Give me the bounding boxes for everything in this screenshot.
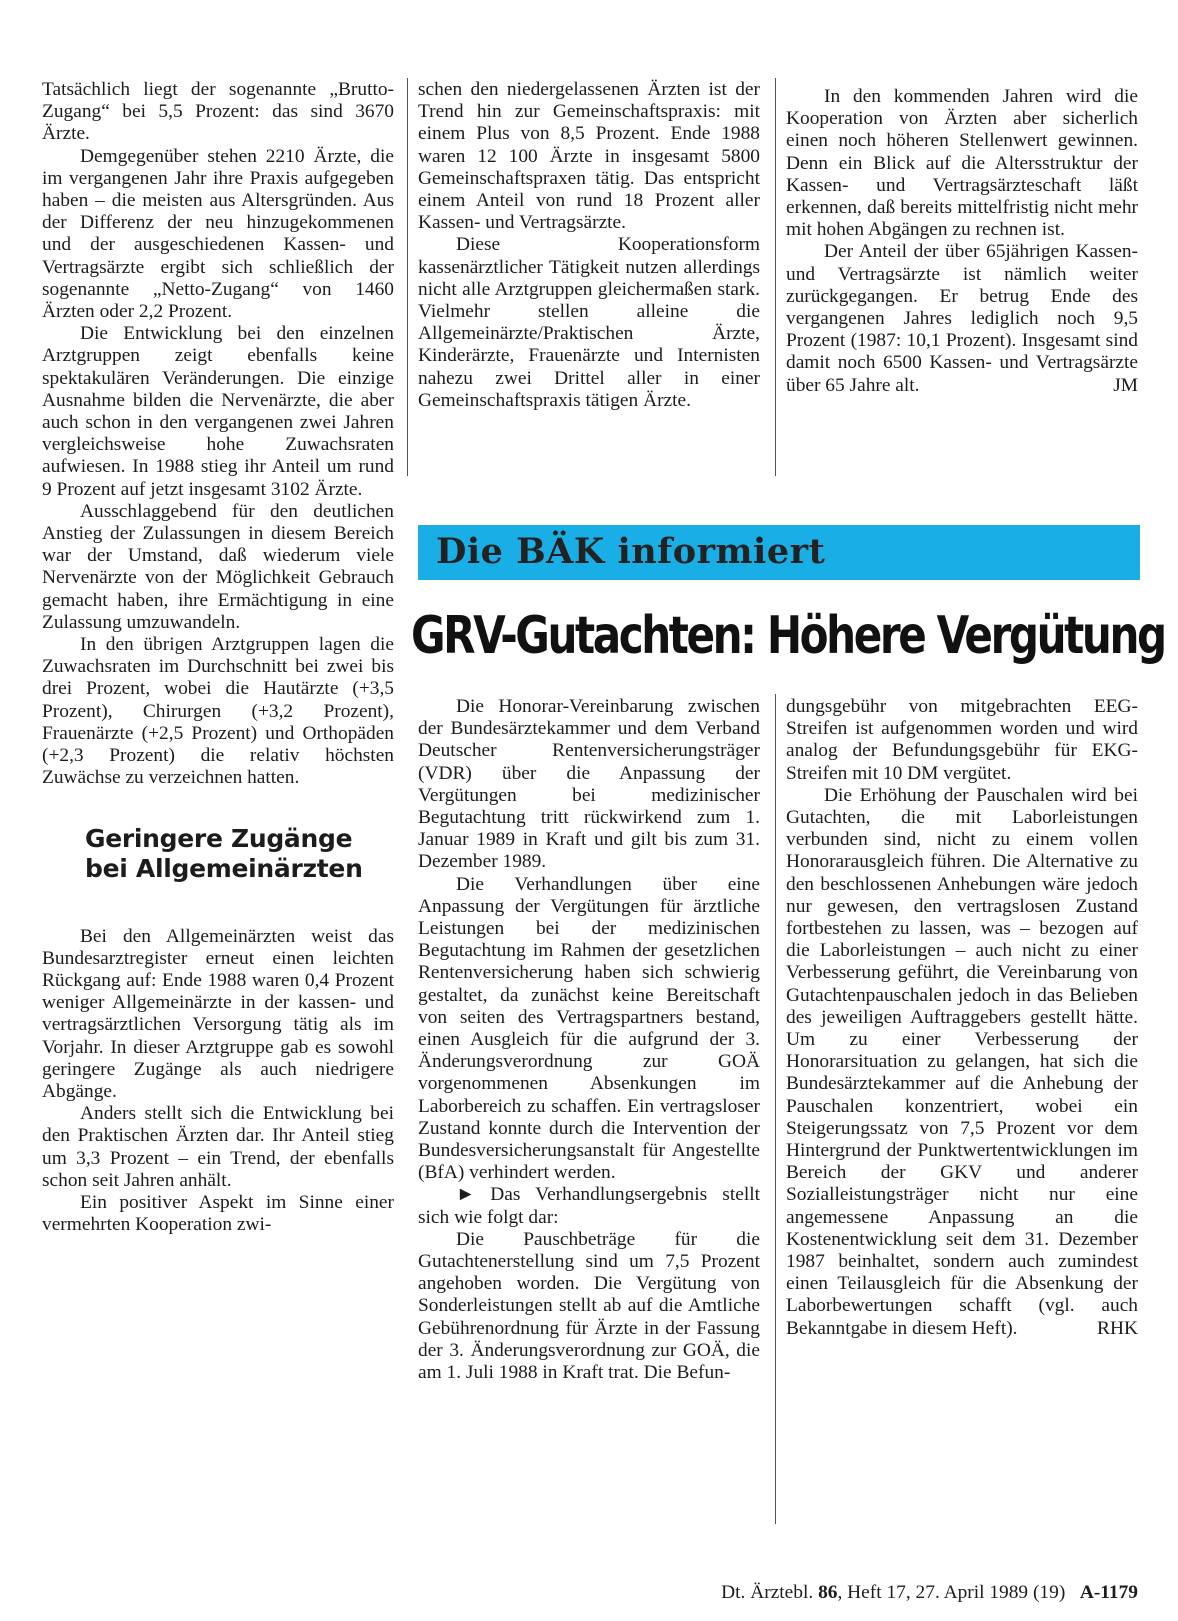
paragraph: Demgegenüber stehen 2210 Ärzte, die im vergangenen Jahr ihre Praxis aufgegeben haben – die meisten aus Altersgründen. Aus der Differenz der neu hinzugekommenen und der ausgeschiedenen Kassen- und Vertragsärzte ergibt sich schließlich der sogenannte „Netto-Zugang“ von 1460 Ärzten oder 2,2 Prozent.: [42, 145, 394, 323]
section-banner: [418, 525, 1140, 580]
paragraph: Die Verhandlungen über eine Anpassung der Vergütungen für ärztliche Leistungen bei der medizinischen Begutachtung im Rahmen der gesetzlichen Rentenversicherung haben sich schwierig gestaltet, da zunächst keine Bereitschaft von seiten des Vertragspartners bestand, einen Ausgleich für die aufgrund der 3. Änderungsverordnung zur GOÄ vorgenommenen Absenkungen im Laborbereich zu schaffen. Ein vertragsloser Zustand konnte durch die Intervention der Bundesversicherungsanstalt für Angestellte (BfA) verhindert werden.: [418, 873, 760, 1184]
paragraph: Die Entwicklung bei den einzelnen Arztgruppen zeigt ebenfalls keine spektakulären Veränderungen. Die einzige Ausnahme bilden die Nervenärzte, die aber auch schon in den vergangenen zwei Jahren vergleichsweise hohe Zuwachsraten aufwiesen. In 1988 stieg ihr Anteil um rund 9 Prozent auf jetzt insgesamt 3102 Ärzte.: [42, 323, 394, 500]
paragraph-text: Der Anteil der über 65jährigen Kassen- und Vertragsärzte ist nämlich weiter zurückgegangen. Er betrug Ende des vergangenen Jahres lediglich noch 9,5 Prozent (1987: 10,1 Prozent). Insgesamt sind damit noch 6500 Kassen- und Vertragsärzte über 65 Jahre alt.: [786, 241, 1138, 396]
paragraph: In den übrigen Arztgruppen lagen die Zuwachsraten im Durchschnitt bei zwei bis drei Prozent, wobei die Hautärzte (+3,5 Prozent), Chirurgen (+3,2 Prozent), Frauenärzte (+2,5 Prozent) und Orthopäden (+2,3 Prozent) die relativ höchsten Zuwächse zu verzeichnen hatten.: [42, 634, 394, 789]
paragraph: In den kommenden Jahren wird die Kooperation von Ärzten aber sicherlich einen noch höheren Stellenwert gewinnen. Denn ein Blick auf die Altersstruktur der Kassen- und Vertragsärzteschaft läßt erkennen, daß bereits mittelfristig nicht mehr mit hohen Abgängen zu rechnen ist.: [786, 86, 1138, 241]
column-divider: [407, 78, 408, 476]
paragraph: Die Pauschbeträge für die Gutachtenerstellung sind um 7,5 Prozent angehoben worden. Die Vergütung von Sonderleistungen stellt ab auf die Amtliche Gebührenordnung für Ärzte in der Fassung der 3. Änderungsverordnung zur GOÄ, die am 1. Juli 1988 in Kraft trat. Die Befun-: [418, 1228, 760, 1384]
column-divider: [775, 78, 776, 476]
article2-column-1: [418, 696, 760, 1384]
issue-info: , Heft 17, 27. April 1989 (19): [837, 1582, 1066, 1603]
paragraph: [786, 785, 1138, 1340]
paragraph: ► Das Verhandlungsergebnis stellt sich wie folgt dar:: [418, 1184, 760, 1228]
paragraph: schen den niedergelassenen Ärzten ist der Trend hin zur Gemeinschaftspraxis: mit einem Plus von 8,5 Prozent. Ende 1988 waren 12 100 Ärzte in insgesamt 5800 Gemeinschaftspraxen tätig. Das entspricht einem Anteil von rund 18 Prozent aller Kassen- und Vertragsärzte.: [418, 79, 760, 234]
paragraph: Ausschlaggebend für den deutlichen Anstieg der Zulassungen in diesem Bereich war der Umstand, daß wiederum viele Nervenärzte von der Möglichkeit Gebrauch gemacht haben, ihre Ermächtigung in eine Zulassung umzuwandeln.: [42, 500, 394, 633]
paragraph: dungsgebühr von mitgebrachten EEG-Streifen ist aufgenommen worden und wird analog der Befundungsgebühr für EKG-Streifen mit 10 DM vergütet.: [786, 696, 1138, 784]
column-divider: [775, 694, 776, 1524]
paragraph: Anders stellt sich die Entwicklung bei den Praktischen Ärzten dar. Ihr Anteil stieg um 3,3 Prozent – ein Trend, der ebenfalls schon seit Jahren anhält.: [42, 1103, 394, 1191]
article-headline: GRV-Gutachten: Höhere Vergütung: [411, 606, 1165, 666]
author-signature: JM: [1113, 374, 1138, 396]
paragraph: Diese Kooperationsform kassenärztlicher Tätigkeit nutzen allerdings nicht alle Arztgruppen gleichermaßen stark. Vielmehr stellen alleine die Allgemeinärzte/Praktischen Ärzte, Kinderärzte, Frauenärzte und Internisten nahezu zwei Drittel aller in einer Gemeinschaftspraxis tätigen Ärzte.: [418, 234, 760, 411]
journal-volume: 86: [818, 1582, 838, 1603]
journal-name: Dt. Ärztebl.: [721, 1582, 814, 1603]
paragraph: Ein positiver Aspekt im Sinne einer vermehrten Kooperation zwi-: [42, 1191, 394, 1236]
author-signature: RHK: [1097, 1317, 1138, 1339]
subheading: Geringere Zugänge bei Allgemeinärzten: [85, 823, 363, 883]
article-column-1: [42, 79, 394, 1236]
article-column-3: [786, 86, 1138, 397]
paragraph: Tatsächlich liegt der sogenannte „Brutto-Zugang“ bei 5,5 Prozent: das sind 3670 Ärzte.: [42, 79, 394, 145]
paragraph-text: Die Erhöhung der Pauschalen wird bei Gutachten, die mit Laborleistungen verbunden sind, nicht zu einem vollen Honorarausgleich führen. Die Alternative zu den beschlossenen Anhebungen wäre jedoch nur gewesen, den vertragslosen Zustand fortbestehen zu lassen, was – bezogen auf die Laborleistungen – auch nicht zu einer Verbesserung geführt, die Vereinbarung von Gutachtenpauschalen jedoch in das Belieben des jeweiligen Auftraggebers gestellt hätte. Um zu einer Verbesserung der Honorarsituation zu gelangen, hat sich die Bundesärztekammer auf die Anhebung der Pauschalen konzentriert, wobei ein Steigerungssatz von 7,5 Prozent vor dem Hintergrund der Punktwertentwicklungen im Bereich der GKV und anderer Sozialleistungsträger nicht nur eine angemessene Anpassung an die Kostenentwicklung seit dem 31. Dezember 1987 beinhaltet, sondern auch zumindest einen Teilausgleich für die Absenkung der Laborbewertungen schafft (vgl. auch Bekanntgabe in diesem Heft).: [786, 784, 1138, 1339]
article-column-2: [418, 79, 760, 412]
paragraph: Bei den Allgemeinärzten weist das Bundesarztregister erneut einen leichten Rückgang auf: Ende 1988 waren 0,4 Prozent weniger Allgemeinärzte in der kassen- und vertragsärztlichen Versorgung tätig als im Vorjahr. In dieser Arztgruppe gab es sowohl geringere Zugänge als auch niedrigere Abgänge.: [42, 925, 394, 1102]
article2-column-2: [786, 696, 1138, 1340]
page-footer: [628, 1582, 1138, 1604]
paragraph: Die Honorar-Vereinbarung zwischen der Bundesärztekammer und dem Verband Deutscher Rentenversicherungsträger (VDR) über die Anpassung der Vergütungen bei medizinischer Begutachtung tritt rückwirkend zum 1. Januar 1989 in Kraft und gilt bis zum 31. Dezember 1989.: [418, 696, 760, 873]
page-number: A-1179: [1079, 1582, 1138, 1603]
section-banner-title: Die BÄK informiert: [436, 531, 826, 572]
paragraph: [786, 241, 1138, 396]
